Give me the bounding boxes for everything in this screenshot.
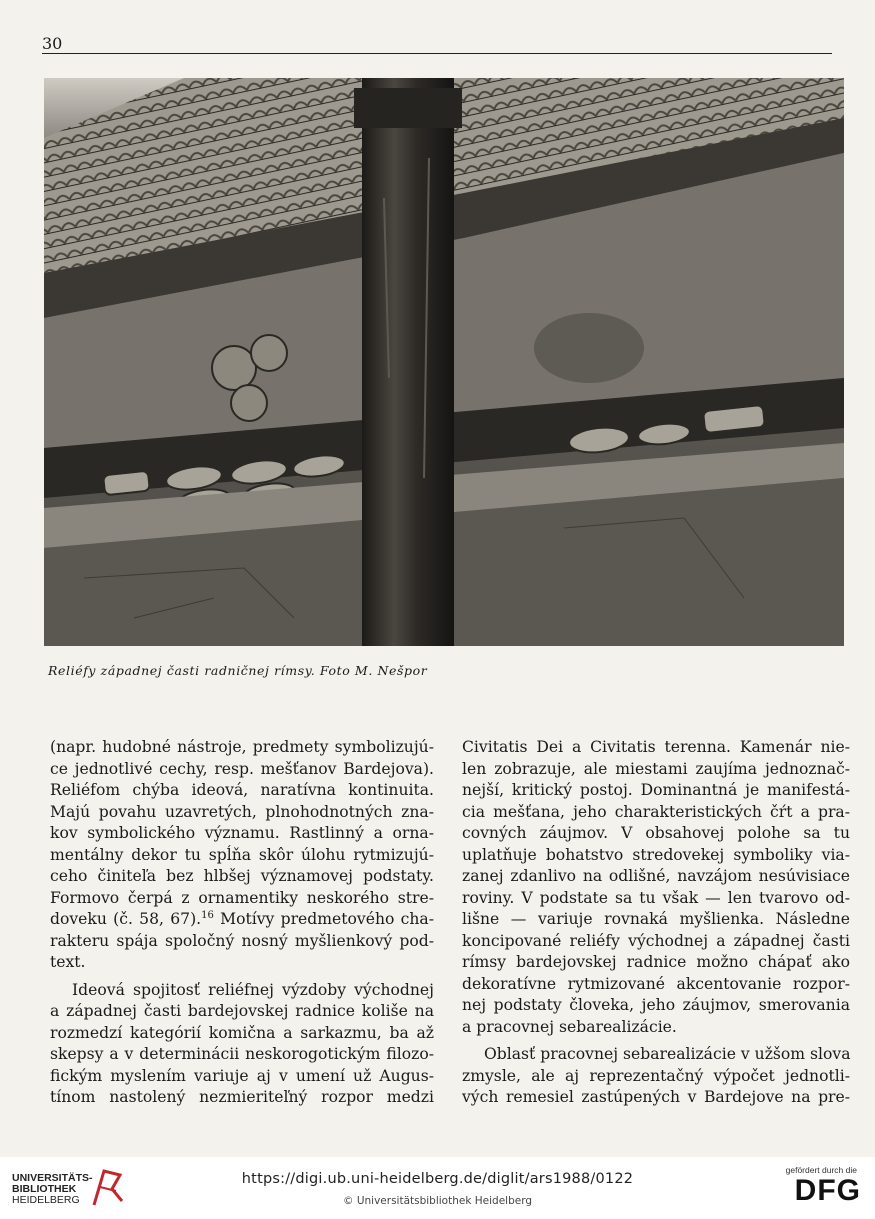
text-line: Majú povahu uzavretých, plnohodnotných zna- (50, 802, 434, 821)
relief-photograph (44, 78, 844, 646)
text-line: a západnej časti bardejovskej radnice koliše na (50, 1002, 434, 1020)
text-fragment: Motívy predmetového cha- (213, 910, 434, 928)
funder-label: gefördert durch die (785, 1165, 857, 1175)
footnote-reference: 16 (201, 909, 214, 921)
text-line: nej podstaty človeka, jeho záujmov, smerovania (462, 996, 850, 1014)
paragraph (50, 980, 434, 1109)
library-name-line: HEIDELBERG (12, 1194, 80, 1206)
dfg-logo[interactable]: DFG (794, 1174, 861, 1207)
left-text-column (50, 737, 434, 1109)
text-line: Formovo čerpá z ornamentiky neskorého stre- (50, 888, 434, 907)
right-text-column (462, 737, 850, 1109)
text-line: text. (50, 953, 86, 971)
text-line: fickým myslením variuje aj v umení už Augus- (50, 1066, 434, 1085)
text-line: skepsy a v determinácii neskorogotickým filozo- (50, 1045, 434, 1063)
text-line: zanej zdanlivo na odlišné, navzájom nesúvisiace (462, 867, 850, 885)
text-line: a pracovnej sebarealizácie. (462, 1017, 677, 1036)
text-line: len zobrazuje, ale miestami zaujíma jednoznač- (462, 759, 850, 778)
figure-caption: Reliéfy západnej časti radničnej rímsy. Foto M. Nešpor (48, 663, 428, 678)
text-line: zmysle, ale aj reprezentačný výpočet jednotli- (462, 1066, 850, 1085)
text-line: rímsy bardejovskej radnice možno chápať ako (462, 953, 850, 971)
text-line-with-footnote (50, 909, 434, 931)
text-line: Ideová spojitosť reliéfnej výzdoby východnej (72, 980, 434, 999)
copyright-notice: © Universitätsbibliothek Heidelberg (342, 1195, 532, 1207)
footer-bar (0, 1157, 875, 1219)
text-line: kov symbolického významu. Rastlinný a orna- (50, 824, 434, 842)
header-rule (42, 53, 832, 54)
text-line: nejší, kritický postoj. Dominantná je manifestá- (462, 781, 850, 799)
text-line: mentálny dekor tu spĺňa skôr úlohu rytmizujú- (50, 845, 434, 864)
text-line: ceho činiteľa bez hlbšej významovej podstaty. (50, 867, 434, 885)
photo-illustration (44, 78, 844, 646)
text-line: Oblasť pracovnej sebarealizácie v užšom slova (484, 1045, 851, 1063)
text-line: ce jednotlivé cechy, resp. mešťanov Bardejova). (50, 759, 434, 778)
paragraph (462, 737, 850, 1038)
text-fragment: doveku (č. 58, 67). (50, 910, 202, 928)
text-line: dekoratívne rytmizované akcentovanie rozpor- (462, 974, 850, 993)
library-name-line: UNIVERSITÄTS- (12, 1172, 93, 1184)
page-number: 30 (42, 34, 63, 53)
text-line: tínom nastolený nezmieriteľný rozpor medzi (50, 1088, 434, 1106)
text-line: uplatňuje bohatstvo stredovekej symboliky via- (462, 845, 850, 864)
text-line: Civitatis Dei a Civitatis terenna. Kamenár nie- (462, 738, 850, 756)
text-line: koncipované reliéfy východnej a západnej časti (462, 931, 850, 950)
text-line: rakteru spája spoločný nosný myšlienkový pod- (50, 931, 434, 950)
text-line: rozmedzí kategórií komična a sarkazmu, ba až (50, 1023, 434, 1042)
permalink-url[interactable]: https://digi.ub.uni-heidelberg.de/diglit/ars1988/0122 (241, 1171, 634, 1187)
text-line: (napr. hudobné nástroje, predmety symbolizujú- (50, 738, 434, 756)
text-line: roviny. V podstate sa tu však — len tvarovo od- (462, 888, 850, 907)
text-line: cia mešťana, jeho charakteristických čŕt a pra- (462, 802, 850, 821)
paragraph (50, 737, 434, 974)
text-line: lišne — variuje rovnaká myšlienka. Následne (462, 910, 850, 928)
paragraph (462, 1044, 850, 1109)
library-name-line: BIBLIOTHEK (12, 1183, 77, 1195)
text-line: Reliéfom chýba ideová, naratívna kontinuita. (50, 781, 434, 799)
text-line: covných záujmov. V obsahovej polohe sa tu (462, 824, 850, 842)
text-line: vých remesiel zastúpených v Bardejove na pre- (462, 1088, 850, 1106)
